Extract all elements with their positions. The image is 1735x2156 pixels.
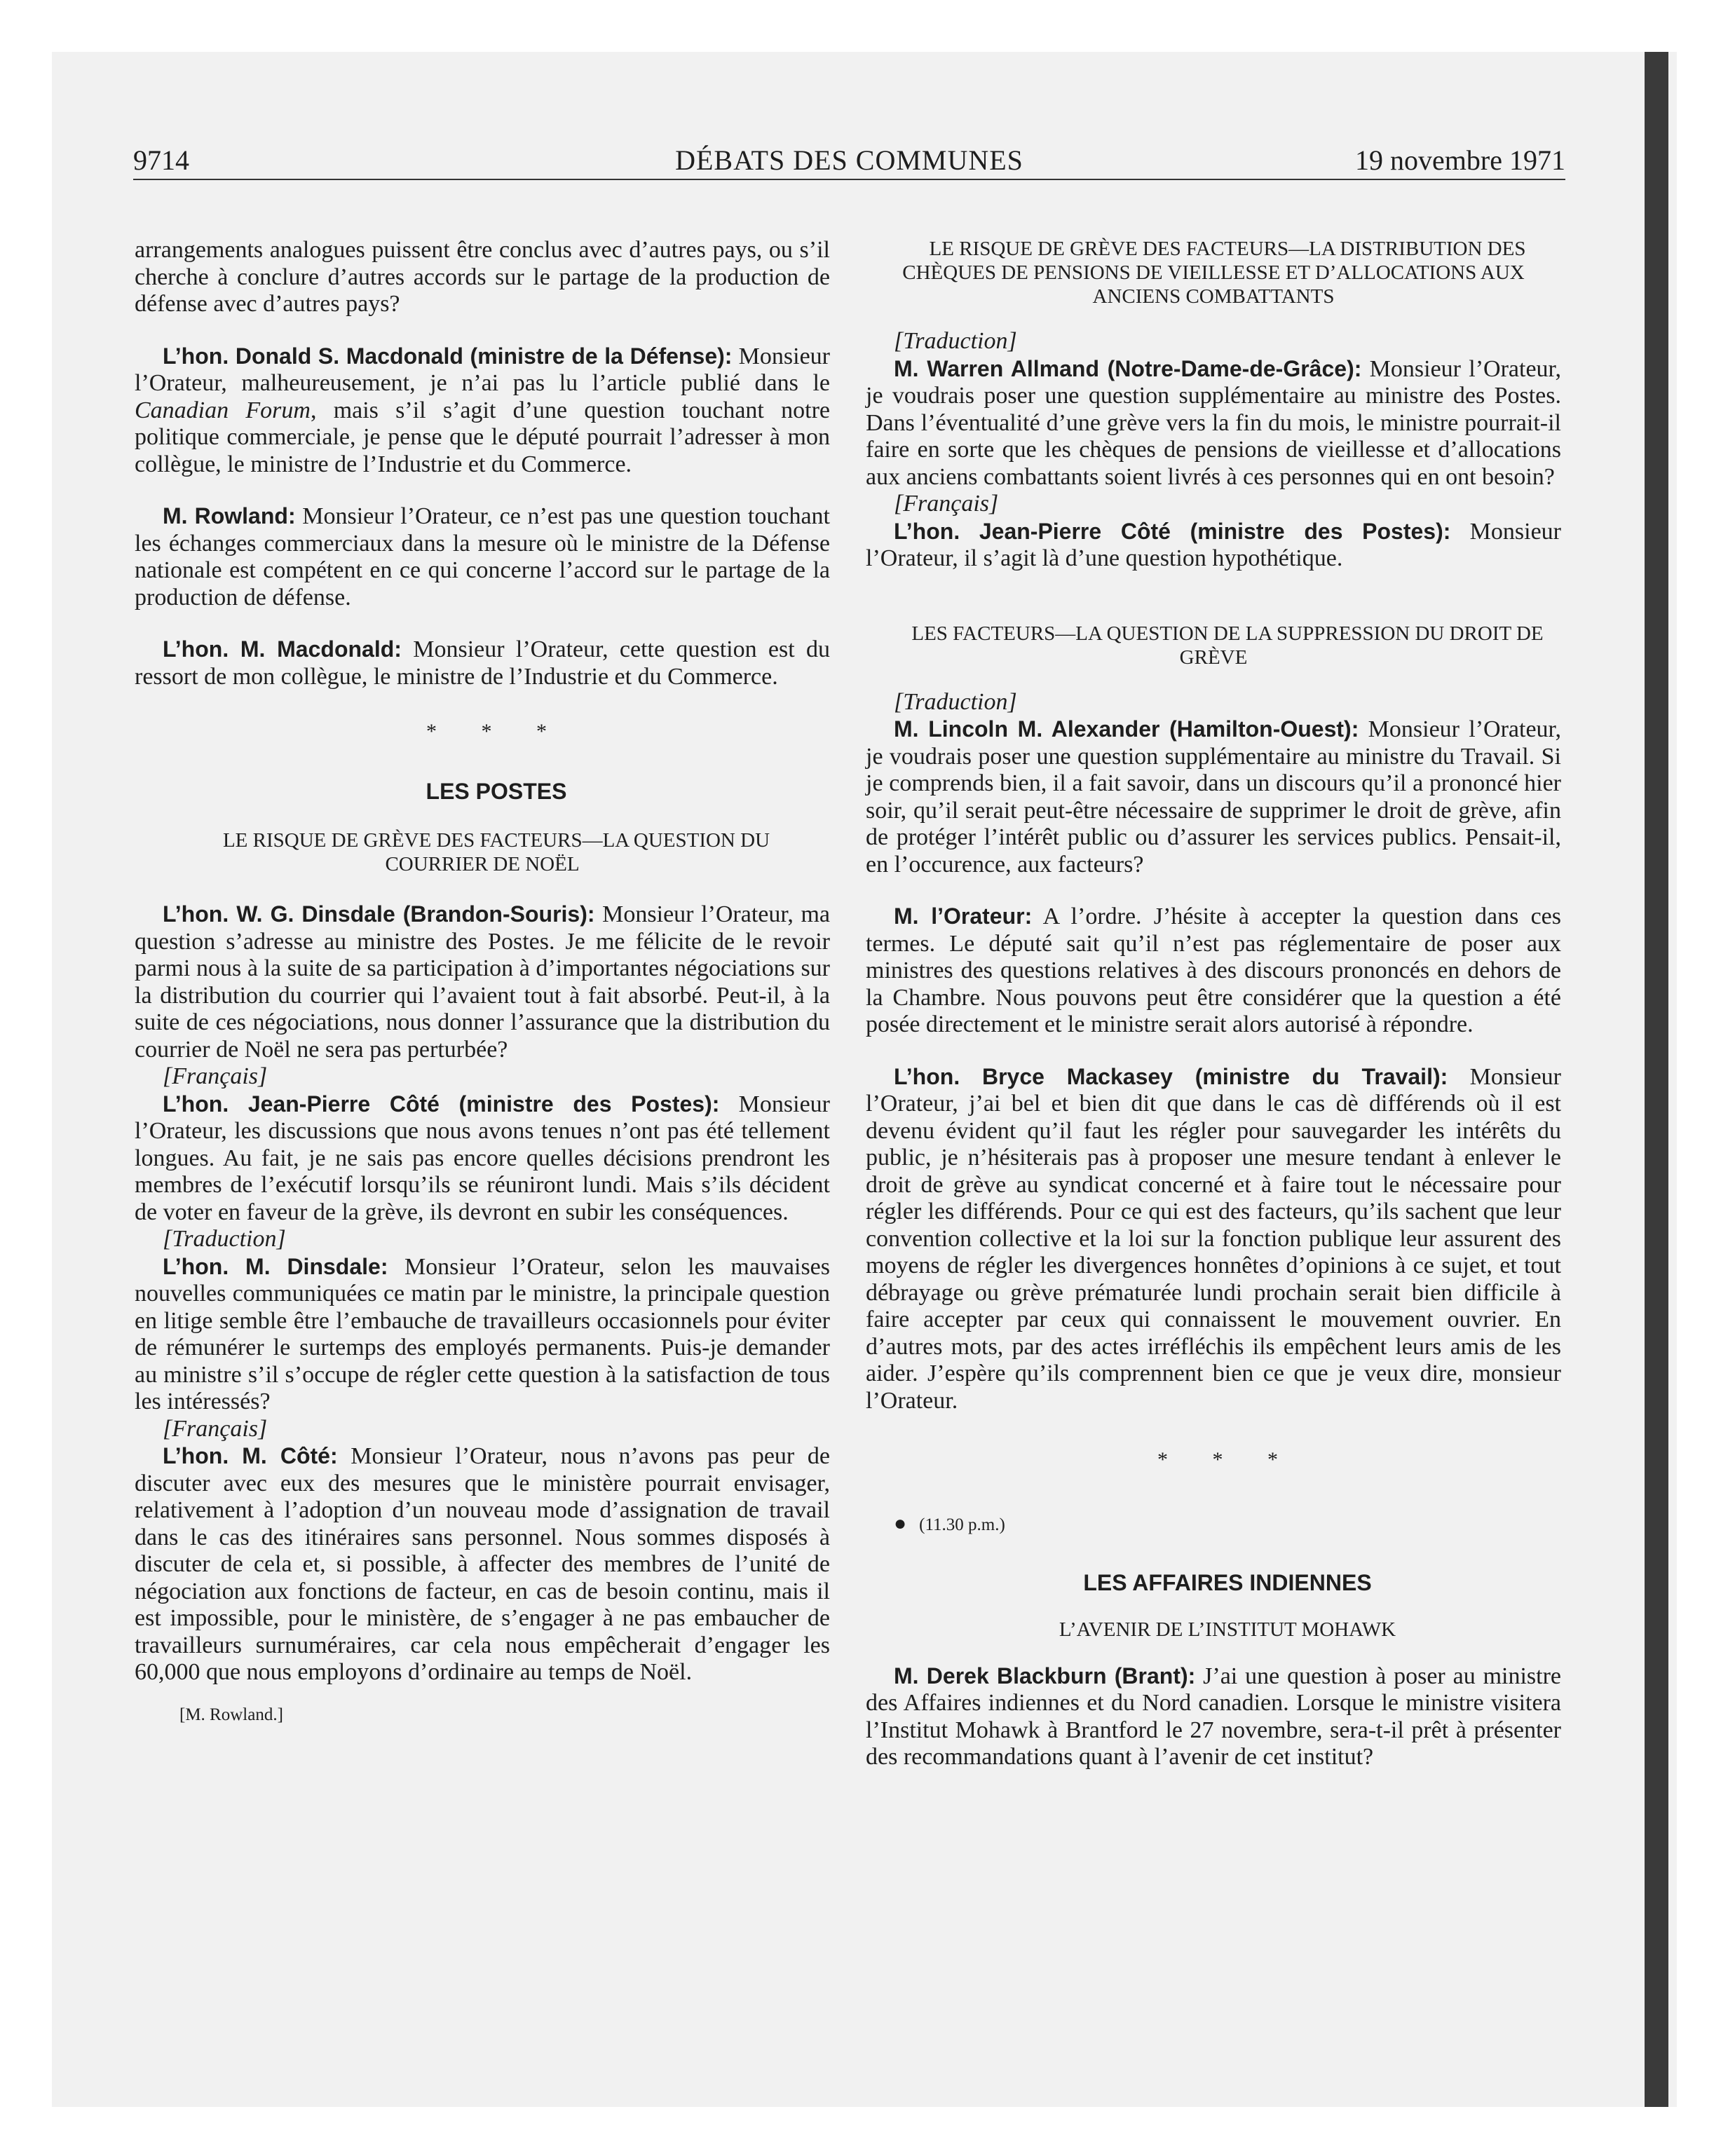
speech-text: Monsieur l’Orateur, je voudrais poser une question supplémentaire au ministre des Postes. Dans l’éventualité d’une grève vers la fin du mois, le ministre pourrait-il faire en sorte que les chèques de pensions de vieillesse et d’allocations aux anciens combattants soient livrés à ces personnes qui en ont besoin? bbox=[866, 355, 1561, 490]
language-marker: [Français] bbox=[163, 1415, 268, 1442]
paragraph bbox=[135, 636, 830, 690]
speech-text: Monsieur l’Orateur, les discussions que nous avons tenues n’ont pas été tellement longues. Au fait, je ne sais pas encore quelles décisions prendront les membres de l’exécutif lorsqu’ils se réuniront lundi. Mais s’ils décident de voter en faveur de la grève, ils devront en subir les conséquences. bbox=[135, 1091, 831, 1225]
paragraph bbox=[866, 716, 1561, 878]
time-stamp: (11.30 p.m.) bbox=[919, 1515, 1005, 1534]
speaker-name: M. l’Orateur: bbox=[894, 903, 1033, 929]
speech-text: Monsieur l’Orateur, je voudrais poser une question supplémentaire au ministre du Travail. Si je comprends bien, il a fait savoir, dans un discours qu’il a prononcé hier soir, qu’il serait peut-être nécessaire de supprimer le droit de grève, afin de protéger l’intérêt public ou d’assurer les services publics. Pensait-il, en l’occurence, aux facteurs? bbox=[866, 716, 1562, 878]
speaker-name: L’hon. Jean-Pierre Côté (ministre des Postes): bbox=[894, 518, 1451, 544]
publication-name: Canadian Forum bbox=[135, 397, 311, 423]
paragraph bbox=[135, 1253, 830, 1416]
language-marker: [Traduction] bbox=[894, 688, 1017, 715]
speaker-name: L’hon. Bryce Mackasey (ministre du Travail): bbox=[894, 1063, 1448, 1089]
speaker-name: L’hon. M. Macdonald: bbox=[163, 636, 402, 662]
speaker-name: M. Derek Blackburn (Brant): bbox=[894, 1663, 1196, 1688]
speech-text: J’ai une question à poser au ministre des Affaires indiennes et du Nord canadien. Lorsque le ministre visitera l’Institut Mohawk à Brantford le 27 novembre, sera-t-il prêt à présenter des recommandations quant à l’avenir de cet institut? bbox=[866, 1663, 1562, 1770]
speech-text: Monsieur l’Orateur, nous n’avons pas peur de discuter avec eux des mesures que le ministère pourrait envisager, relativement à l’adoption d’un nouveau mode d’assignation de travail dans le cas des itinéraires sans personnel. Nous sommes disposés à discuter de cela et, si possible, à affecter des membres de l’unité de négociation aux fonctions de facteur, en cas de besoin continu, mais il est impossible, pour le ministère, de s’engager à ne pas embaucher de travailleurs surnuméraires, car cela nous empêcherait d’engager les 60,000 que nous employons d’ordinaire au temps de Noël. bbox=[135, 1443, 831, 1685]
paragraph bbox=[866, 1063, 1561, 1415]
page-footnote: [M. Rowland.] bbox=[179, 1705, 283, 1724]
speech-text: Monsieur l’Orateur, j’ai bel et bien dit que dans le cas dè différends où il est devenu évident qu’il faut les régler pour sauvegarder les intérêts du public, je n’hésiterais pas à proposer une mesure tendant à enlever le droit de grève au syndicat concerné et à faire tout le nécessaire pour régler les différends. Pour ce qui est des facteurs, qu’ils sachent que leur convention collective et la loi sur la fonction publique leur assurent des moyens de régler les divergences honnêtes d’opinions à ce sujet, et tout débrayage ou grève prématurée lundi prochain serait bien difficile à faire accepter par ceux qui connaissent le mouvement ouvrier. En d’autres mots, par des actes irréfléchis ils empêchent leurs amis de les aider. J’espère qu’ils comprennent bien ce que je veux dire, monsieur l’Orateur. bbox=[866, 1063, 1561, 1414]
paragraph-continued: arrangements analogues puissent être conclus avec d’autres pays, ou s’il cherche à conclure d’autres accords sur le partage de la production de défense avec d’autres pays? bbox=[135, 237, 830, 317]
page-number: 9714 bbox=[133, 144, 189, 176]
speaker-name: L’hon. M. Dinsdale: bbox=[163, 1253, 388, 1279]
publication-date: 19 novembre 1971 bbox=[1355, 144, 1565, 176]
page-header bbox=[133, 144, 1565, 180]
section-heading: LES AFFAIRES INDIENNES bbox=[1083, 1570, 1372, 1595]
left-column bbox=[135, 237, 830, 1728]
speech-text: Monsieur l’Orateur, malheureusement, je n’ai pas lu l’article publié dans le bbox=[135, 343, 831, 396]
speaker-name: L’hon. M. Côté: bbox=[163, 1443, 338, 1468]
paragraph bbox=[135, 1091, 830, 1227]
paragraph bbox=[866, 903, 1561, 1039]
language-marker: [Traduction] bbox=[163, 1226, 286, 1252]
subsection-heading: LE RISQUE DE GRÈVE DES FACTEURS—LA DISTRIBUTION DES CHÈQUES DE PENSIONS DE VIEILLESSE ET D’ALLOCATIONS AUX ANCIENS COMBATTANTS bbox=[902, 238, 1526, 308]
publication-title: DÉBATS DES COMMUNES bbox=[675, 144, 1023, 176]
time-marker bbox=[866, 1510, 1561, 1539]
subsection-heading: LE RISQUE DE GRÈVE DES FACTEURS—LA QUESTION DU COURRIER DE NOËL bbox=[222, 829, 770, 875]
speech-text: A l’ordre. J’hésite à accepter la question dans ces termes. Le député sait qu’il n’est pas réglementaire de poser aux ministres des questions relatives à des discours prononcés en dehors de la Chambre. Nous pouvons peut être considérer que la question a été posée directement et le ministre serait alors autorisé à répondre. bbox=[866, 903, 1562, 1037]
speaker-name: L’hon. Jean-Pierre Côté (ministre des Postes): bbox=[163, 1091, 720, 1117]
subsection-heading: LES FACTEURS—LA QUESTION DE LA SUPPRESSION DU DROIT DE GRÈVE bbox=[911, 622, 1544, 669]
bullet-icon: ● bbox=[894, 1511, 907, 1535]
section-separator: * * * bbox=[426, 720, 566, 743]
speech-text: Monsieur l’Orateur, ma question s’adresse au ministre des Postes. Je me félicite de le revoir parmi nous à la suite de sa participation à d’importantes négociations sur la distribution du courrier qui l’avaient tout à fait absorbé. Peut-il, à la suite de ces négociations, nous donner l’assurance que la distribution du courrier de Noël ne sera pas perturbée? bbox=[135, 901, 831, 1063]
speech-text: Monsieur l’Orateur, il s’agit là d’une question hypothétique. bbox=[866, 518, 1562, 571]
speech-text: , mais s’il s’agit d’une question touchant notre politique commerciale, je pense que le député pourrait l’adresser à mon collègue, le ministre de l’Industrie et du Commerce. bbox=[135, 397, 830, 477]
speech-text: Monsieur l’Orateur, selon les mauvaises nouvelles communiquées ce matin par le ministre, la principale question en litige semble être l’embauche de travailleurs occasionnels pour éviter de rémunérer le surtemps des employés permanents. Puis-je demander au ministre s’il s’occupe de régler cette question à la satisfaction de tous les intéressés? bbox=[135, 1253, 830, 1414]
speech-text: Monsieur l’Orateur, cette question est du ressort de mon collègue, le ministre de l’Industrie et du Commerce. bbox=[135, 636, 830, 690]
paragraph bbox=[135, 1442, 830, 1686]
paragraph bbox=[135, 901, 830, 1063]
paragraph bbox=[135, 503, 830, 611]
binding-edge bbox=[1645, 52, 1668, 2107]
paragraph bbox=[866, 355, 1561, 491]
right-column bbox=[866, 237, 1561, 1771]
paragraph bbox=[866, 518, 1561, 573]
speaker-name: M. Warren Allmand (Notre-Dame-de-Grâce): bbox=[894, 355, 1362, 381]
speaker-name: L’hon. W. G. Dinsdale (Brandon-Souris): bbox=[163, 901, 595, 927]
language-marker: [Français] bbox=[894, 491, 999, 517]
speaker-name: M. Lincoln M. Alexander (Hamilton-Ouest): bbox=[894, 716, 1359, 742]
paragraph bbox=[866, 1663, 1561, 1771]
section-separator: * * * bbox=[1157, 1448, 1298, 1471]
language-marker: [Français] bbox=[163, 1063, 268, 1089]
speaker-name: M. Rowland: bbox=[163, 503, 296, 528]
language-marker: [Traduction] bbox=[894, 328, 1017, 354]
section-heading: LES POSTES bbox=[426, 778, 567, 804]
speaker-name: L’hon. Donald S. Macdonald (ministre de la Défense): bbox=[163, 343, 733, 369]
subsection-heading: L’AVENIR DE L’INSTITUT MOHAWK bbox=[1059, 1618, 1396, 1641]
paragraph bbox=[135, 343, 830, 479]
speech-text: Monsieur l’Orateur, ce n’est pas une question touchant les échanges commerciaux dans la mesure où le ministre de la Défense nationale est compétent en ce qui concerne l’accord sur le partage de la production de défense. bbox=[135, 503, 830, 610]
